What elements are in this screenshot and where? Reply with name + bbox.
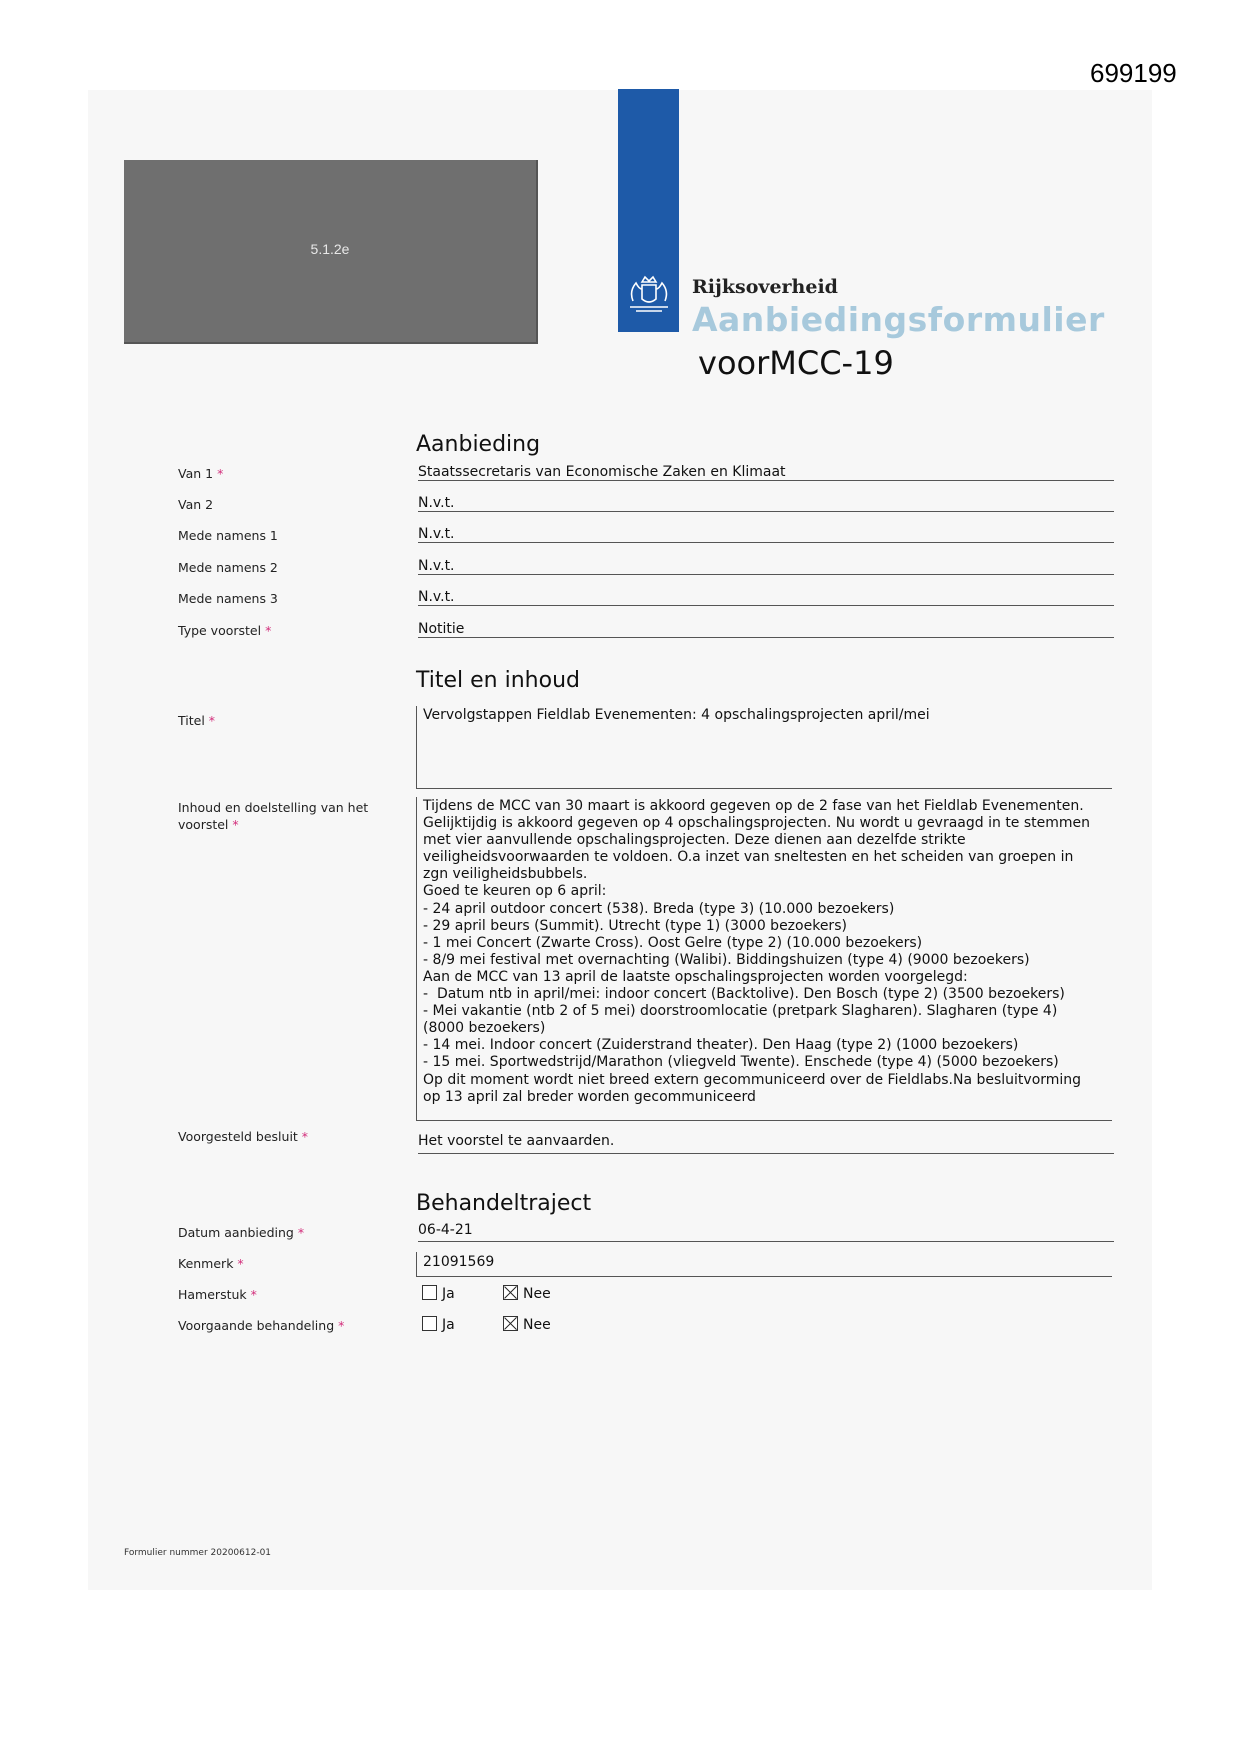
inhoud-line: - Datum ntb in april/mei: indoor concert (Backtolive). Den Bosch (type 2) (3500 bezoekers): [423, 986, 1065, 1003]
section-aanbieding: Aanbieding: [416, 432, 541, 457]
checkbox-voorgaande-ja[interactable]: [422, 1316, 437, 1331]
field-voorgesteld-besluit[interactable]: Het voorstel te aanvaarden.: [418, 1133, 1114, 1154]
label-mede-namens-1: Mede namens 1: [178, 528, 278, 543]
inhoud-line: Op dit moment wordt niet breed extern gecommuniceerd over de Fieldlabs.Na besluitvorming: [423, 1071, 1082, 1088]
inhoud-line: Gelijktijdig is akkoord gegeven op 4 opschalingsprojecten. Nu wordt u gevraagd in te stemmen: [423, 815, 1091, 832]
checkbox-hamerstuk-nee[interactable]: [503, 1285, 518, 1300]
field-datum-aanbieding[interactable]: 06-4-21: [418, 1222, 1114, 1242]
hamerstuk-ja[interactable]: Ja: [422, 1285, 455, 1302]
label-voorgesteld-besluit: Voorgesteld besluit *: [178, 1129, 309, 1144]
inhoud-line: - 29 april beurs (Summit). Utrecht (type 1) (3000 bezoekers): [423, 917, 847, 934]
field-van-1[interactable]: Staatssecretaris van Economische Zaken en Klimaat: [418, 464, 1114, 481]
inhoud-line: veiligheidsvoorwaarden te voldoen. O.a inzet van sneltesten en het scheiden van groepen in: [423, 849, 1074, 866]
label-hamerstuk: Hamerstuk *: [178, 1287, 257, 1302]
inhoud-line: - 1 mei Concert (Zwarte Cross). Oost Gelre (type 2) (10.000 bezoekers): [423, 934, 923, 951]
form-number-footer: Formulier nummer 20200612-01: [124, 1548, 272, 1558]
section-titel-en-inhoud: Titel en inhoud: [416, 668, 580, 693]
label-type-voorstel: Type voorstel *: [178, 623, 272, 638]
field-type-voorstel[interactable]: Notitie: [418, 621, 1114, 638]
field-mede-namens-3[interactable]: N.v.t.: [418, 589, 1114, 606]
field-van-2[interactable]: N.v.t.: [418, 495, 1114, 512]
field-mede-namens-2[interactable]: N.v.t.: [418, 558, 1114, 575]
inhoud-line: zgn veiligheidsbubbels.: [423, 866, 588, 883]
coat-of-arms-icon: [624, 271, 674, 315]
form-subtitle: voorMCC-19: [698, 344, 894, 382]
inhoud-line: (8000 bezoekers): [423, 1020, 546, 1037]
voorgaande-ja[interactable]: Ja: [422, 1316, 455, 1333]
label-mede-namens-2: Mede namens 2: [178, 560, 278, 575]
brand-name: Rijksoverheid: [692, 276, 838, 298]
checkbox-voorgaande-nee[interactable]: [503, 1316, 518, 1331]
inhoud-line: - 15 mei. Sportwedstrijd/Marathon (vliegveld Twente). Enschede (type 4) (5000 bezoekers): [423, 1054, 1059, 1071]
inhoud-line: - 24 april outdoor concert (538). Breda (type 3) (10.000 bezoekers): [423, 900, 895, 917]
inhoud-line: - Mei vakantie (ntb 2 of 5 mei) doorstroomlocatie (pretpark Slagharen). Slagharen (type 4): [423, 1003, 1058, 1020]
label-titel: Titel *: [178, 713, 216, 728]
inhoud-line: Goed te keuren op 6 april:: [423, 883, 607, 900]
inhoud-line: op 13 april zal breder worden gecommuniceerd: [423, 1088, 756, 1105]
inhoud-line: - 8/9 mei festival met overnachting (Walibi). Biddingshuizen (type 4) (9000 bezoekers): [423, 951, 1030, 968]
label-van-2: Van 2: [178, 497, 214, 512]
checkbox-hamerstuk-ja[interactable]: [422, 1285, 437, 1300]
label-voorgaande-behandeling: Voorgaande behandeling *: [178, 1318, 345, 1333]
form-title: Aanbiedingsformulier: [692, 300, 1105, 339]
voorgaande-nee[interactable]: Nee: [503, 1316, 551, 1333]
field-mede-namens-1[interactable]: N.v.t.: [418, 526, 1114, 543]
label-van-1: Van 1 *: [178, 466, 224, 481]
label-kenmerk: Kenmerk *: [178, 1256, 244, 1271]
label-datum-aanbieding: Datum aanbieding *: [178, 1225, 305, 1240]
field-inhoud[interactable]: [416, 797, 1112, 1121]
section-behandeltraject: Behandeltraject: [416, 1191, 592, 1216]
rijksoverheid-logo-bar: [618, 89, 679, 332]
field-titel[interactable]: Vervolgstappen Fieldlab Evenementen: 4 opschalingsprojecten april/mei: [416, 706, 1112, 789]
field-kenmerk[interactable]: 21091569: [416, 1252, 1112, 1277]
label-mede-namens-3: Mede namens 3: [178, 591, 278, 606]
inhoud-line: met vier aanvullende opschalingsprojecten. Deze dienen aan dezelfde strikte: [423, 832, 966, 849]
label-inhoud: Inhoud en doelstelling van het voorstel *: [178, 800, 369, 832]
hamerstuk-nee[interactable]: Nee: [503, 1285, 551, 1302]
inhoud-line: Aan de MCC van 13 april de laatste opschalingsprojecten worden voorgelegd:: [423, 968, 968, 985]
redaction-label: 5.1.2e: [310, 241, 350, 257]
document-number: 699199: [1090, 58, 1177, 88]
redacted-block: [124, 160, 538, 344]
inhoud-line: Tijdens de MCC van 30 maart is akkoord gegeven op de 2 fase van het Fieldlab Evenementen.: [423, 798, 1084, 814]
inhoud-line: - 14 mei. Indoor concert (Zuiderstrand theater). Den Haag (type 2) (1000 bezoekers): [423, 1037, 1019, 1054]
